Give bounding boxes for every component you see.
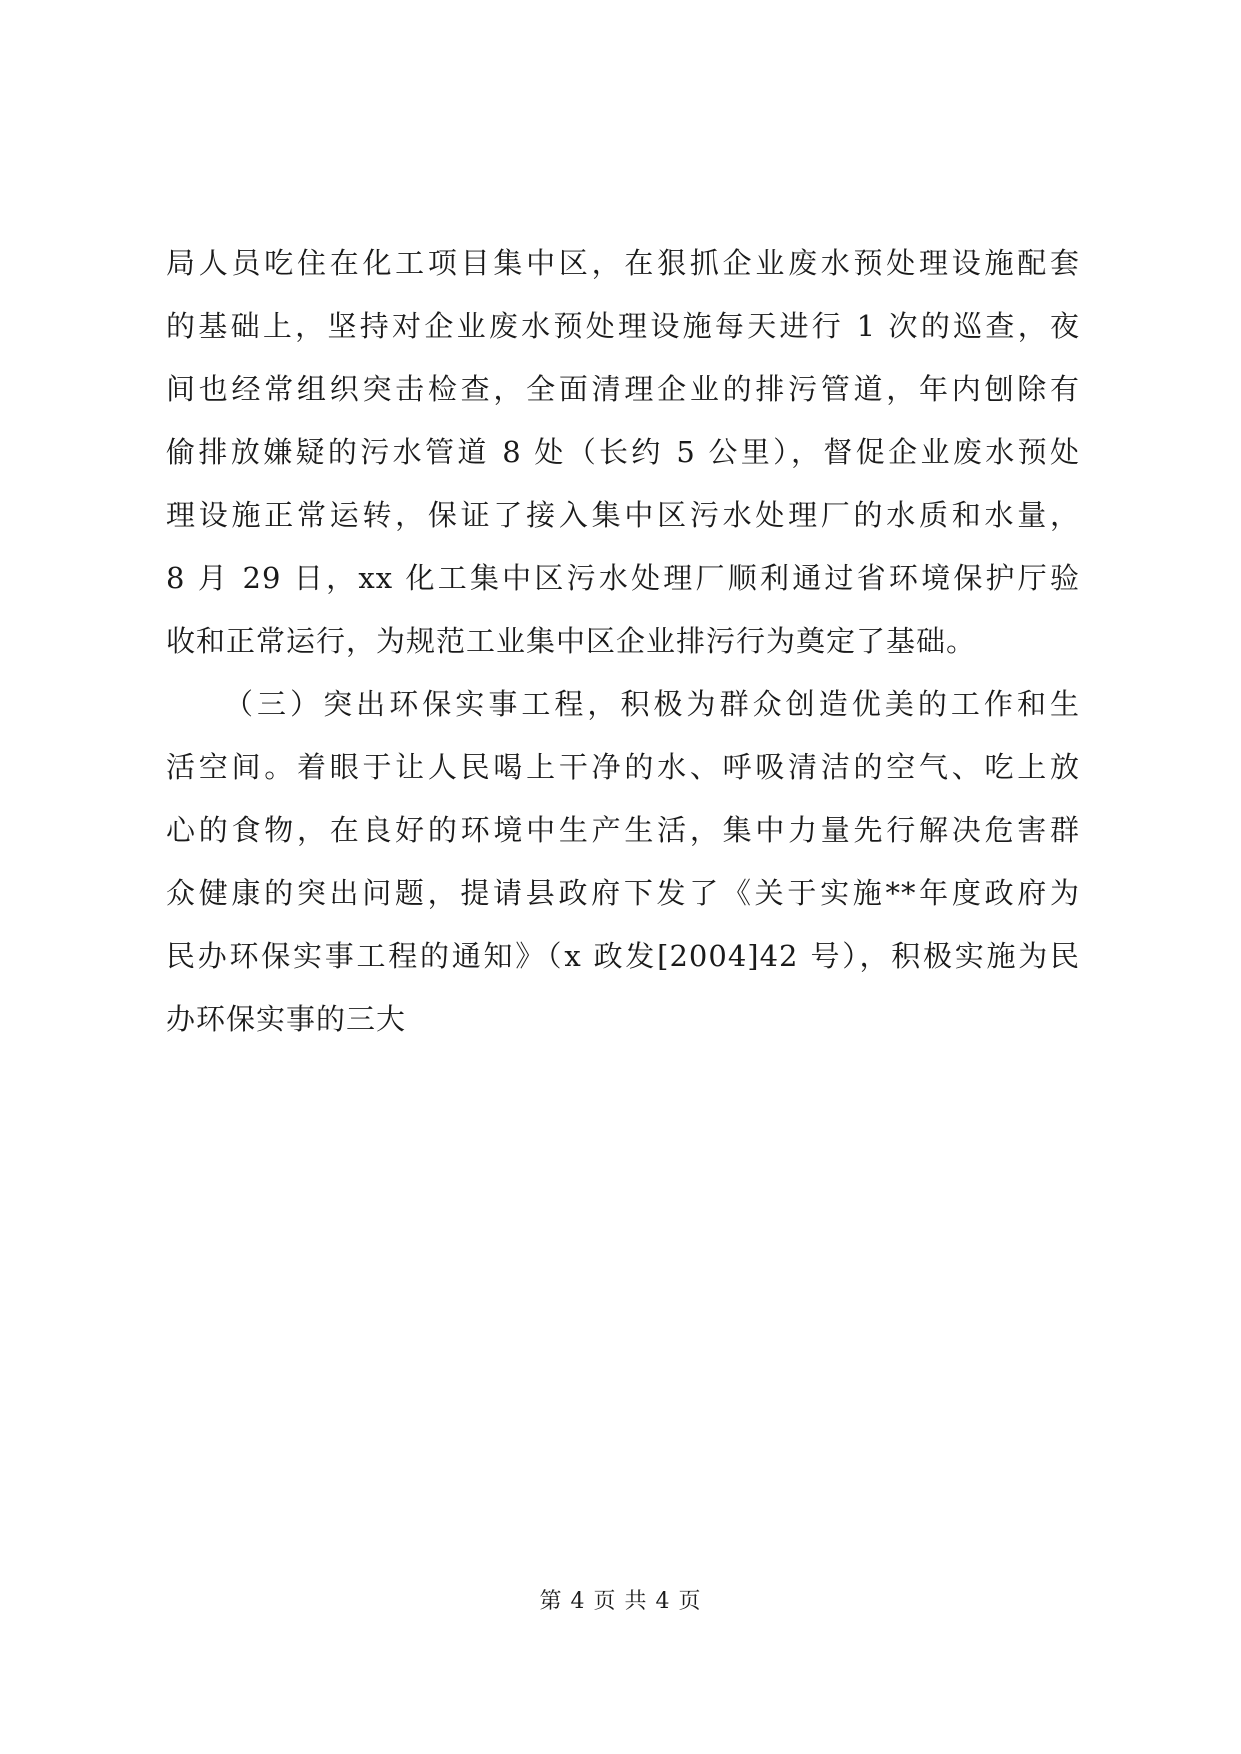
page-number: 第 4 页 共 4 页 (539, 1589, 702, 1614)
text-line: 众健康的突出问题，提请县政府下发了《关于实施**年度政府为 (166, 876, 1080, 910)
text-line: 偷排放嫌疑的污水管道 8 处（长约 5 公里），督促企业废水预处 (166, 435, 1080, 469)
text-line: 收和正常运行，为规范工业集中区企业排污行为奠定了基础。 (166, 624, 977, 658)
text-line: 心的食物，在良好的环境中生产生活，集中力量先行解决危害群 (166, 813, 1080, 847)
text-line: 办环保实事的三大 (166, 1002, 407, 1036)
text-line: 8 月 29 日，xx 化工集中区污水处理厂顺利通过省环境保护厅验 (166, 561, 1080, 595)
text-line: 民办环保实事工程的通知》（x 政发[2004]42 号），积极实施为民 (166, 939, 1080, 973)
text-line-paragraph-start: （三）突出环保实事工程，积极为群众创造优美的工作和生 (224, 687, 1080, 721)
body-text (166, 232, 1080, 1051)
page-footer (0, 1588, 1241, 1616)
text-line: 理设施正常运转，保证了接入集中区污水处理厂的水质和水量， (166, 498, 1080, 532)
text-line: 间也经常组织突击检查，全面清理企业的排污管道，年内刨除有 (166, 372, 1080, 406)
text-line: 活空间。着眼于让人民喝上干净的水、呼吸清洁的空气、吃上放 (166, 750, 1080, 784)
text-line: 局人员吃住在化工项目集中区，在狠抓企业废水预处理设施配套 (166, 246, 1080, 280)
text-line: 的基础上，坚持对企业废水预处理设施每天进行 1 次的巡查，夜 (166, 309, 1080, 343)
